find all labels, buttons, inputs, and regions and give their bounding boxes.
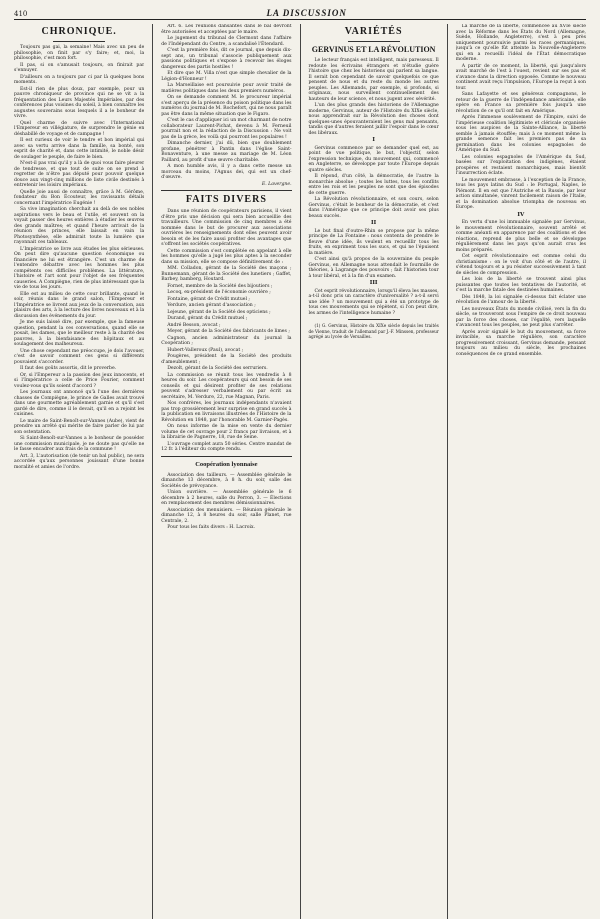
divider [161,190,291,191]
paragraph: Meyer, gérant de la Société des fabricants de limes ; [167,329,290,334]
running-head [14,4,586,20]
paragraph: C'est le cas d'appliquer ici un mot charmant de notre collaborateur Laurent-Pichat, devenu à M. Ferneuil pourrait non et la rédaction de la Discussion : Ne voit pas de la grèce, les voilà qui pourront les populaires ! [161,118,292,140]
columns [14,24,586,919]
paragraph: Pour tous les faits divers : H. Lacroix. [167,525,255,530]
paragraph: On nous informe de la mise en vente du dernier volume de cet ouvrage pour 2 francs par livraison, et à la librairie de Pagnerre, 18, rue de Seine. [161,424,292,440]
paragraph: On se demande comment M. le procureur impérial s'est aperçu de la présence du poison politique dans les numéros du journal de M. Rochefort, qui ne nous paraît pas être dans la même situation que le Figaro. [161,95,292,117]
paragraph: Il faut des goûts assortis, dit le proverbe. [20,366,117,371]
paragraph: Cet esprit révolutionnaire est comme celui du christianisme : on le voit d'un côté et de l'autre, il s'étend toujours et a pu résister successivement à tant de siècles de compression. [455,254,586,276]
section-number: II [371,220,377,226]
cooperation-body [161,473,291,531]
paragraph: Le mouvement embrasse, à l'exception de la France, tous les pays latins du Sud : le Portugal, Naples, le Piémont. Il en est que l'Autriche et la Russie, par leur action simultanée, vinrent facilement raison de l'Italie, et la domination absolue triompha de nouveau en Europe. [455,177,586,210]
paragraph: Or, si l'Empereur a la passion des jeux innocents, et si l'Impératrice a celle de Price Fourier, comment voulez-vous qu'ils soient d'accord ? [14,372,145,389]
paragraph: Lecoq, ex-président de l'économie ouvrière ; [167,290,271,295]
paragraph: Les nouveaux États du monde civilisé, vers la fin du siècle, se trouveront sous l'empire de ce droit nouveau par la force des choses, car l'égalité, vers laquelle s'avancent tous les peuples, ne peut plus s'arrêter. [455,306,586,328]
paragraph: La Révolution révolutionnaire, et son cours, selon Gervinus, c'était le bonheur de la démocratie, et c'est dans l'Amérique que ce principe doit avoir ses plus beaux succès. [308,197,439,219]
page-number: 410 [14,10,28,18]
faits-divers-body [161,209,291,453]
paragraph: D'ailleurs on a toujours par ci par là quelques bons moments. [14,74,145,85]
faits-divers-title: FAITS DIVERS [185,194,267,205]
paragraph: Il répond, d'un côté, la démocratie, de l'autre la monarchie absolue ; toutes les luttes, tous les conflits entre les rois et les peuples ne sont que des épisodes de cette guerre. [308,174,439,196]
paragraph: Dimanche dernier, j'ai dû, bien que doublement profane, pénétrer à Pantin dans l'église Saint-Bonaventure, à une messe au mariage de M. Léon Paillard, au profit d'une œuvre charitable. [161,141,292,163]
footnote: (1) G. Gervinus, Histoire du XIXe siècle depuis les traités de Vienne, traduit de l'allemand par J.-F. Minssen, professeur agrégé au lycée de Versailles. [308,323,439,339]
column-varietes-cont [456,24,586,919]
divider [348,41,400,42]
paragraph: Dans une réunion de coopérateurs parisiens, il vient d'être pris une décision qui sera bien accueillie des travailleurs. Une commission de cinq membres a été nommée dans le but de procurer aux associations ouvrières les renseignements dont elles peuvent avoir besoin et de les faire aussi profiter des avantages que s'offrent les sociétés coopératives. [161,209,292,247]
paragraph: Hubert-Valleroux (Paul), avocat ; [167,347,244,353]
chronique-body [14,45,144,470]
paragraph: L'Impératrice se livre aux études les plus sérieuses. On peut dire qu'aucune question économique ou financière ne lui est étrangère. C'est un charme de l'entendre débattre avec les hommes les plus compétents ces difficiles problèmes. La littérature, l'histoire et l'art sont pour l'objet de ses fréquentes causeries. A Compiègne, rien de plus intéressant que la vie de tous les jours. [14,246,145,290]
paragraph: Et dire que M. Villa n'est que simple chevalier de la Légion-d'Honneur ! [161,71,292,82]
paragraph: Cette commission s'est complétée en appelant à elle les hommes qu'elle a jugé les plus aptes à la seconder dans sa mission, elle se compose définitivement de : [161,248,292,265]
paragraph: Les journaux ont annoncé qu'à l'une des dernières chasses de Compiègne, le prince de Galles avait trouvé dans une gourmette agréablement garnie et qu'il s'est gardé de dire, comme il le devait, qu'il en a rejoint les cuisines. [14,390,145,417]
paragraph: A mon humble avis, il y a dans cette messe un morceau du moins, l'Agnus dei, qui est un chef-d'œuvre. [161,164,292,180]
paragraph: Durand, gérant du Crédit mutuel ; [167,316,248,321]
chronique-continued [161,24,291,181]
paragraph: Le jugement du tribunal de Clermont dans l'affaire de l'Indépendant du Centre, a scandalisé l'Étendard. [161,36,292,47]
paragraph: Je me suis laissé dire, par exemple, que la fameuse question, pendant la ces conversations, quand elle se posait, les dames, que le meilleur reste à la charité des pauvres, à la bienfaisance des hôpitaux et au soulagement des malheureux. [14,320,145,347]
paragraph: C'est ainsi qu'à propos de la souveraine du peuple Gervinus, en Allemagne nous attendait le fourmille de théories, à Lagrange des pouvoirs ; fait l'historien tour à tour libéral, et à la fin d'un examen. [308,257,439,279]
paragraph: Les lois de la liberté se trouvent ainsi plus puissantes que toutes les tentatives de l'autorité, et c'est la marche fatale des destinées humaines. [455,277,586,293]
paragraph: La marche de la liberté, commencée au XVIe siècle avec la Réforme dans les États du Nord (Allemagne, Suède, Hollande, Angleterre), s'est à peu près uniquement poursuivie parmi les races germaniques, jusqu'à ce qu'elle fût atteinte la Nouvelle-Angleterre qui en a recueilli l'idéal de l'État démocratique moderne. [455,24,586,62]
paragraph: Sans Lafayette et ses généreux compagnons, le retour de la guerre de l'indépendance américaine, elle opère en France sa première fois jusqu'à une révolution de ce qu'il ont fait en Amérique. [455,92,586,114]
column-rule [152,24,153,919]
paragraph: Sa vive imagination cherchait au delà de ses nobles aspirations vers le beau et l'utile, et souvent on la voyait passer des heures entières à étudier les œuvres des grands maîtres; et quand l'heure arrivait de la réunion des princes, elle laissait en vain la Photosynthèse, elle admirait toute la lumière que rayonnait ces tableaux. [14,207,145,245]
section-number: IV [517,211,525,218]
divider [161,456,291,457]
paragraph: Si Saint-Benoît-sur-Vannes a le bonheur de posséder une commission municipale, je ne doute pas qu'elle ne le fasse encadrer aux frais de la commune ! [14,436,145,452]
paragraph: MM. Colladon, gérant de la Société des maçons ; Bunnemann, gérant de la Société des lunetiers ; Gaffet, Barbey, bamberg, Houtard. [161,266,292,282]
paragraph: Union ouvrière. — Assemblée générale le 6 décembre à 2 heures, salle du Perron, 3. — Élections en remplacement des membres démissionnaires. [161,490,292,506]
paragraph: A partir de ce moment, la liberté, qui jusqu'alors avait marché de l'est à l'ouest, revient sur ses pas et s'avance dans la direction opposée. Comme le nouveau continent avait reçu l'impulsion, l'Europe la reçut à son tour. [455,63,586,91]
paragraph: En vertu d'une loi immuable signalée par Gervinus, le mouvement révolutionnaire, souvent arrêté et comme anéanti en apparence par des coalitions et des réactions, reprend de plus belle et se développe régulièrement dans les pays qu'on aurait crus les moins préparés. [455,220,586,253]
paragraph: Association des tailleurs. — Assemblée générale le dimanche 13 décembre, à 8 h. du soir, salle des Sociétés de prévoyance. [161,472,292,489]
paragraph: Art. 3, L'autorisation (de tenir un bal public), ne sera accordée qu'aux personnes jouissant d'une bonne moralité et amies de l'ordre. [14,453,145,470]
paragraph: Les colonies espagnoles de l'Amérique du Sud, basées sur l'exploitation des indigènes, étaient prospères et restaient monarchiques, mais bientôt l'insurrection éclate. [455,154,586,176]
paragraph: Il pas, si on s'amusait toujours, on finirait par s'ennuyer. [14,62,145,73]
paragraph: Fontaine, gérant de Crédit mutuel ; [167,296,250,302]
paragraph: Il est curieux de voir le tendre et bon impérial qui avec sa vertu arrive dans la famille, sa bonté, son esprit de charité et, dans cette intimité, le noble désir de soulager le peuple, de faire le bien. [14,138,145,160]
paragraph: Toujours pas gai, la semaine! Mais avec un peu de philosophie, on finit par s'y faire; et, moi, la philosophie, c'est mon fort. [14,45,145,61]
paragraph: Le maire de Saint-Benoît-sur-Vannes (Aube), vient de prendre un arrêté qui mérite de faire parler de lui par son ostentation. [14,418,145,435]
paragraph: Une chose cependant me préoccupe, je dois l'avouer, c'est de savoir comment ces gens si différents pouvaient s'accorder. [14,348,145,365]
divider [53,41,105,42]
paragraph: André Besson, avocat ; [167,322,221,328]
paragraph: La commission se réunit tous les vendredis à 8 heures du soir. Les coopérateurs qui ont besoin de ses conseils et qui désirent profiter de ses relations peuvent s'adresser verbalement ou par écrit au secrétaire, M. Verdure, 22, rue Magnan, Paris. [161,372,292,400]
chronique-signature: E. Lavergne. [261,181,292,187]
paragraph: Le but final d'outre-Rhin se propose par la même principe de La Fontaine : nous contenta de prendre le fleuve d'une idée, ils veulent en recueillir tous les fruits, en expriment tous les sucs, et qui ne l'épuisent la matière. [308,228,439,256]
paragraph: La Marseillaise est poursuivie pour avoir traité de matières politiques dans les deux premiers numéros. [161,83,292,94]
column-chronique [14,24,144,919]
paragraph: Gervinus commence par se demander quel est, au point de vue politique, le but, l'objectif, selon l'expression technique, du mouvement qui, commencé en Angleterre, se développe par toute l'Europe depuis quatre siècles. [308,145,439,173]
varietes-continued [456,24,586,357]
paragraph: Quelle joie aussi de connaître, grâce à M. Gérôme, fondateur du Bon Écouteur, les ravissants détails concernant l'impératrice Eugénie ! [14,189,145,206]
paragraph: Dès 1848, la loi signalée ci-dessus fait éclater une révolution de l'amour de la liberté. [455,294,586,305]
paragraph: Verdure, ancien gérant d'association ; [167,303,256,308]
paragraph: C'est la première fois, dit ce journal, que depuis dix-sept ans, un tribunal s'associe publiquement aux passions politiques et s'expose à recevoir les éloges dangereux des partis hostiles ! [161,48,292,70]
varietes-body [308,58,438,316]
newspaper-title: LA DISCUSSION [266,8,347,18]
varietes-title: VARIÉTÉS [344,26,403,37]
section-number: I [372,137,375,143]
column-varietes [308,24,438,919]
paragraph: Nos confrères, les journaux indépendants n'avaient pas trop grossièrement leur surprise en grand succès à la publication en livraisons illustrées de l'Histoire de la Révolution en 1848, par l'honorable M. Garnier-Pagès. [161,401,292,423]
section-number: III [369,280,378,286]
paragraph: N'est-il pas vrai qu'il y a là de quoi vous faire pleurer de tendresse, et que tout de suite on se prend à regretter de n'être pas député pour pouvoir quelque douce aux vingt-cinq millions de liste civile destinés à entretenir les loisirs impériaux. [14,161,145,188]
chronique-title: CHRONIQUE. [41,26,117,37]
article-title: GERVINUS ET LA RÉVOLUTION [311,45,436,54]
paragraph: Après avoir signalé le but du mouvement, sa force invincible, sa marche régulière, son caractère progressivement croissant, Gervinus demande, pensant toujours au milieu du siècle, les prochaines conséquences de ce grand ensemble. [455,329,586,357]
paragraph: Pougères, président de la Société des produits d'ameublement ; [161,354,292,365]
column-rule [300,24,301,919]
column-rule [447,24,448,919]
paragraph: Fornet, membre de la Société des bijoutiers ; [167,283,273,289]
paragraph: Dezolt, gérant de la Société des serruriers. [167,366,268,371]
paragraph: Cet esprit révolutionnaire, lorsqu'il éleva les masses, a-t-il donc pris un caractère d'universalité ? a-t-il servi une idée ? un mouvement qui a été un prototype de tous ces mouvements qui se répètent, si l'on peut dire, les armes de l'intelligence humaine ? [308,288,439,316]
paragraph: L'un des plus grands des historiens de l'Allemagne moderne, Gervinus, auteur de l'Histoire du XIXe siècle, nous apprendrait sur la Révolution des choses dont quelques-unes épouvanteraient les gens mal pensants, tandis que d'autres feraient jaillir l'espoir dans le cœur des libéraux. [308,103,439,136]
divider [348,319,400,320]
paragraph: Association des menuisiers. — Réunion générale le dimanche 12, à 8 heures du soir, salle Planet, rue Centrale, 2. [161,507,292,524]
cooperation-title: Coopération lyonnaise [195,460,258,468]
paragraph: Après l'immense soulèvement de l'Empire, suivi de l'impérieuse coalition légitimiste et cléricale organisée sous les auspices de la Sainte-Alliance, la liberté semble à jamais étouffée; mais à ce moment même la grande semence fait les premiers pas de sa germination dans les colonies espagnoles de l'Amérique du Sud. [455,115,586,153]
paragraph: Elle est au milieu de cette cour brillante, quand le soir, réunis dans le grand salon, l'Empereur et l'Impératrice se livrent aux jeux de la conversation, aux plaisirs des arts, à la lecture des livres nouveaux et à la discussion des événements du jour. [14,291,145,319]
paragraph: Lejeune, gérant de la Société des opticiens ; [167,309,271,315]
paragraph: Le lecteur français est intelligent, mais paresseux. Il redoute les écrivains étrangers et n'étudie guère l'histoire que chez les historiens qui parlent sa langue. Il serait bon cependant de savoir quelquefois ce que pensent de nous et du reste du monde les autres peuples. Les Allemands, par exemple, si profonds, si originaux, nous surveillent continuellement des hauteurs de leur science, et nous jugent avec sévérité. [308,58,439,102]
paragraph: Art. 6. Les réunions dansantes dans le bal devront être autorisées et acceptées par le maire. [161,24,292,35]
column-chronique-cont [161,24,291,919]
paragraph: L'ouvrage complet aura 50 séries. Centre mandat de 12 fr. à l'éditeur du compte rendu. [161,441,292,452]
paragraph: Cagnon, ancien administrateur du journal la Coopération ; [161,335,292,346]
paragraph: Quel charme de suivre avec l'International l'Empereur en villégiature, de surprendre le génie en déshabillé de voyage et de campagne ! [14,120,145,137]
paragraph: Est-il rien de plus doux, par exemple, pour un pauvre chroniqueur de province qui ne se vit a la fréquentation des Leurs Majestés Impériales, par des conférences plus voisines du soleil, à bien connaître les augustes souverains sous lesquels il a le bonheur de vivre. [14,86,145,119]
